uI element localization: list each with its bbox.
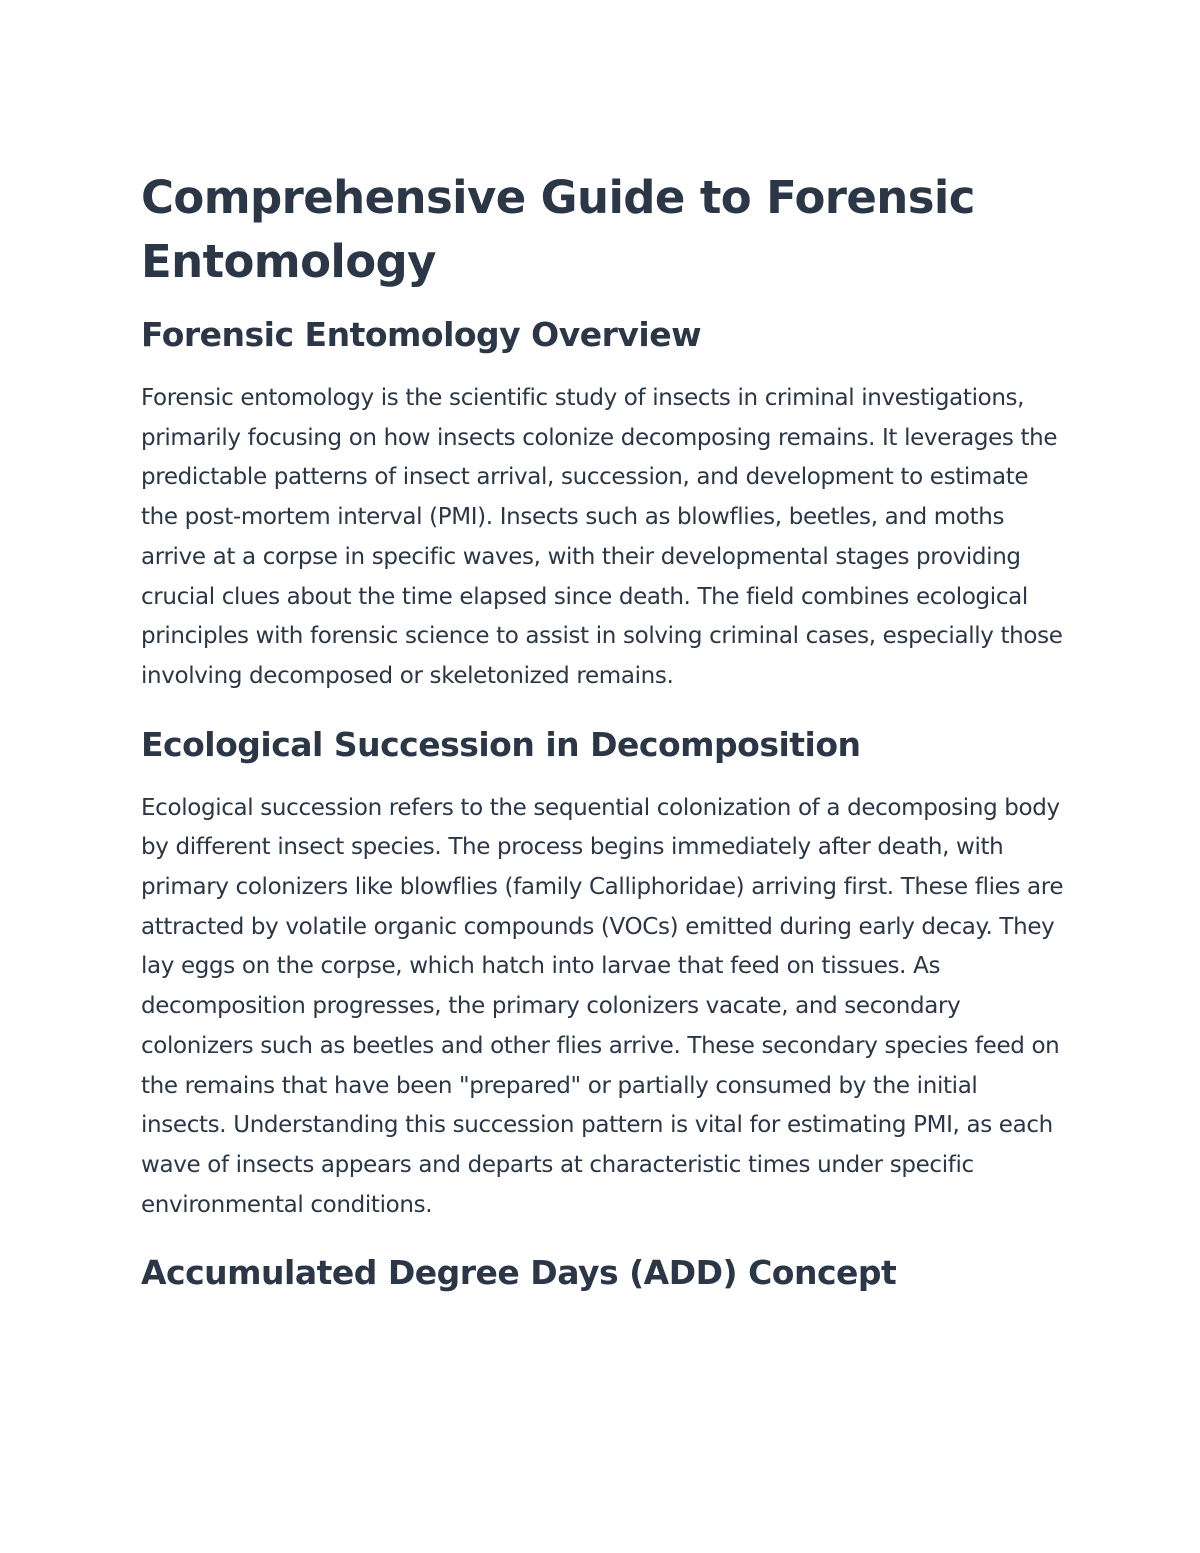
section-heading-ecological-succession: Ecological Succession in Decomposition [141, 724, 861, 764]
section-body-ecological-succession: Ecological succession refers to the sequential colonization of a decomposing body by different insect species. The process begins immediately after death, with primary colonizers like blowflies (family Calliphoridae) arriving first. These flies are attracted by volatile organic compounds (VOCs) emitted during early decay. They lay eggs on the corpse, which hatch into larvae that feed on tissues. As decomposition progresses, the primary colonizers vacate, and secondary colonizers such as beetles and other flies arrive. These secondary species feed on the remains that have been "prepared" or partially consumed by the initial insects. Understanding this succession pattern is vital for estimating PMI, as each wave of insects appears and departs at characteristic times under specific environmental conditions. [141, 794, 1064, 1218]
section-heading-accumulated-degree-days: Accumulated Degree Days (ADD) Concept [141, 1253, 897, 1293]
section-body-overview: Forensic entomology is the scientific study of insects in criminal investigations, primarily focusing on how insects colonize decomposing remains. It leverages the predictable patterns of insect arrival, succession, and development to estimate the post-mortem interval (PMI). Insects such as blowflies, beetles, and moths arrive at a corpse in specific waves, with their developmental stages providing crucial clues about the time elapsed since death. The field combines ecological principles with forensic science to assist in solving criminal cases, especially those involving decomposed or skeletonized remains. [141, 385, 1063, 689]
document-content [141, 166, 1066, 1295]
section-heading-overview: Forensic Entomology Overview [141, 315, 702, 354]
document-title: Comprehensive Guide to Forensic Entomology [141, 171, 975, 288]
